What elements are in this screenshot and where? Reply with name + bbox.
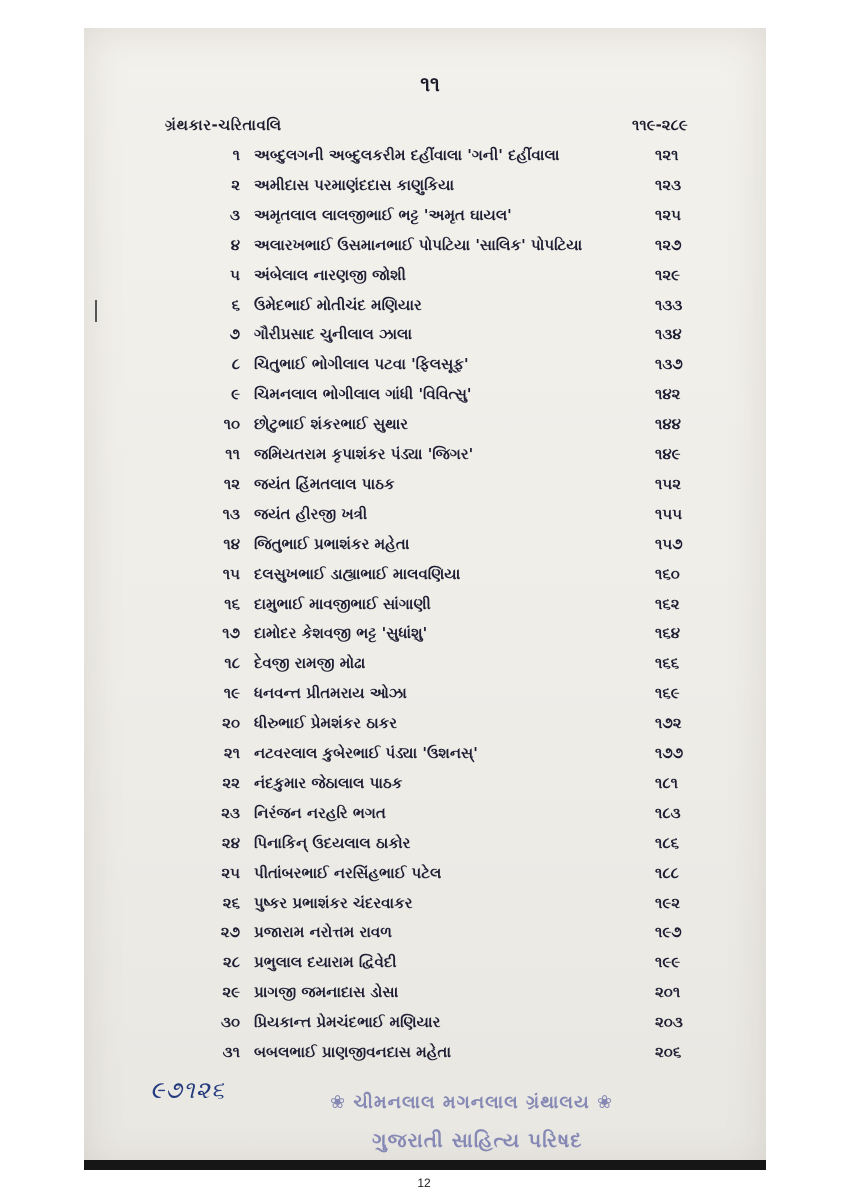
entry-author-name: જમિયતરામ કૃપાશંકર પંડ્યા 'જિગર' [254, 445, 474, 463]
entry-page-number: ૧૫૫ [655, 505, 683, 523]
footer-page-number: 12 [417, 1176, 431, 1190]
entry-page-number: ૧૬૦ [655, 565, 680, 583]
entry-author-name: દેવજી રામજી મોઢા [254, 654, 366, 672]
entry-number: ૩૧ [222, 1043, 240, 1061]
entry-number: ૧૮ [224, 654, 240, 672]
toc-entry [0, 445, 848, 471]
entry-number: ૪ [230, 236, 240, 254]
entry-page-number: ૧૬૬ [655, 654, 680, 672]
entry-author-name: ધીરુભાઈ પ્રેમશંકર ઠાકર [254, 714, 397, 732]
entry-number: ૨૮ [222, 953, 240, 971]
entry-page-number: ૧૩૪ [655, 325, 682, 343]
entry-number: ૧૬ [224, 595, 240, 613]
toc-entry [0, 385, 848, 411]
entry-page-number: ૧૨૩ [655, 176, 682, 194]
entry-number: ૮ [231, 355, 240, 373]
toc-entry [0, 595, 848, 621]
entry-author-name: પ્રજારામ નરોત્તમ રાવળ [254, 923, 392, 941]
toc-entry [0, 953, 848, 979]
entry-author-name: અબ્દુલગની અબ્દુલકરીમ દહીંવાલા 'ગની' દહીંવાલા [254, 146, 560, 164]
entry-page-number: ૧૯૭ [655, 923, 682, 941]
entry-page-number: ૧૫૭ [655, 535, 683, 553]
entry-page-number: ૧૨૭ [655, 236, 682, 254]
entry-author-name: છોટુભાઈ શંકરભાઈ સુથાર [254, 415, 409, 433]
entry-number: ૧૭ [222, 624, 240, 642]
toc-entry [0, 296, 848, 322]
entry-page-number: ૧૪૯ [655, 445, 681, 463]
toc-entry [0, 325, 848, 351]
toc-entry [0, 654, 848, 680]
entry-number: ૧ [232, 146, 240, 164]
entry-number: ૫ [230, 266, 240, 284]
section-title: ગ્રંથકાર-ચરિતાવલિ [165, 116, 282, 134]
toc-entry [0, 565, 848, 591]
entry-number: ૧૪ [223, 535, 240, 553]
entry-number: ૧૧ [225, 445, 240, 463]
toc-entry [0, 236, 848, 262]
entry-page-number: ૧૭૭ [655, 744, 684, 762]
section-page-range: ૧૧૯-૨૮૯ [632, 116, 688, 134]
toc-entry [0, 206, 848, 232]
toc-entry [0, 1013, 848, 1039]
entry-page-number: ૧૪૨ [655, 385, 681, 403]
entry-page-number: ૧૬૯ [655, 684, 680, 702]
entry-page-number: ૧૮૬ [655, 834, 680, 852]
entry-author-name: પીતાંબરભાઈ નરસિંહભાઈ પટેલ [254, 864, 442, 882]
toc-entry [0, 774, 848, 800]
entry-page-number: ૧૮૮ [655, 864, 679, 882]
library-stamp-line1: ❀ ચીમનલાલ મગનલાલ ગ્રંથાલય ❀ [330, 1092, 614, 1113]
toc-entry [0, 355, 848, 381]
entry-author-name: અંબેલાલ નારણજી જોશી [254, 266, 406, 284]
entry-author-name: પ્રાગજી જમનાદાસ ડોસા [254, 983, 399, 1001]
entry-author-name: ગૌરીપ્રસાદ ચુનીલાલ ઝાલા [254, 325, 413, 343]
toc-entry [0, 1043, 848, 1069]
entry-page-number: ૧૮૧ [655, 774, 678, 792]
entry-author-name: જિતુભાઈ પ્રભાશંકર મહેતા [254, 535, 410, 553]
entry-author-name: નટવરલાલ કુબેરભાઈ પંડ્યા 'ઉશનસ્' [254, 744, 478, 762]
entry-number: ૨૫ [221, 864, 240, 882]
entry-author-name: ઉમેદભાઈ મોતીચંદ મણિયાર [254, 296, 422, 314]
entry-page-number: ૧૫૨ [655, 475, 682, 493]
entry-number: ૬ [231, 296, 240, 314]
entry-page-number: ૧૨૯ [655, 266, 681, 284]
toc-entry [0, 415, 848, 441]
entry-author-name: ધનવન્ત પ્રીતમરાય ઓઝા [254, 684, 407, 702]
toc-entry [0, 266, 848, 292]
entry-author-name: પ્રભુલાલ દયારામ દ્વિવેદી [254, 953, 397, 971]
entry-author-name: દલસુખભાઈ ડાહ્યાભાઈ માલવણિયા [254, 565, 461, 583]
entry-author-name: બબલભાઈ પ્રાણજીવનદાસ મહેતા [254, 1043, 452, 1061]
entry-number: ૨૭ [220, 923, 240, 941]
entry-author-name: જયંત હિંમતલાલ પાઠક [254, 475, 395, 493]
toc-entry [0, 624, 848, 650]
entry-author-name: પ્રિયકાન્ત પ્રેમચંદભાઈ મણિયાર [254, 1013, 441, 1031]
toc-entry [0, 505, 848, 531]
entry-author-name: ચિમનલાલ ભોગીલાલ ગાંધી 'વિવિત્સુ' [254, 385, 472, 403]
entry-page-number: ૨૦૬ [655, 1043, 682, 1061]
entry-page-number: ૧૪૪ [655, 415, 681, 433]
entry-author-name: પુષ્કર પ્રભાશંકર ચંદરવાકર [254, 894, 413, 912]
entry-number: ૧૫ [222, 565, 240, 583]
page-number-top: ૧૧ [420, 72, 440, 96]
entry-page-number: ૨૦૧ [655, 983, 681, 1001]
entry-number: ૭ [229, 325, 240, 343]
entry-number: ૧૩ [222, 505, 240, 523]
entry-author-name: અલારખભાઈ ઉસમાનભાઈ પોપટિયા 'સાલિક' પોપટિયા [254, 236, 583, 254]
entry-author-name: દામોદર કેશવજી ભટ્ટ 'સુધાંશુ' [254, 624, 428, 642]
toc-entry [0, 834, 848, 860]
entry-author-name: ચિતુભાઈ ભોગીલાલ પટવા 'ફિલસૂફ' [254, 355, 469, 373]
entry-author-name: અમીદાસ પરમાણંદદાસ કાણુકિયા [254, 176, 455, 194]
entry-page-number: ૧૨૫ [655, 206, 682, 224]
toc-entry [0, 176, 848, 202]
entry-author-name: નિરંજન નરહરિ ભગત [254, 804, 386, 822]
entry-number: ૨૬ [222, 894, 240, 912]
entry-number: ૯ [231, 385, 240, 403]
entry-page-number: ૧૬૨ [655, 595, 680, 613]
entry-number: ૨૦ [222, 714, 240, 732]
entry-page-number: ૧૩૭ [655, 355, 683, 373]
entry-number: ૨૯ [222, 983, 240, 1001]
entry-number: ૩૦ [220, 1013, 240, 1031]
entry-author-name: નંદકુમાર જેઠાલાલ પાઠક [254, 774, 403, 792]
entry-number: ૧૦ [223, 415, 240, 433]
toc-entry [0, 535, 848, 561]
entry-page-number: ૧૮૩ [655, 804, 681, 822]
entry-number: ૨૨ [222, 774, 240, 792]
entry-page-number: ૧૨૧ [655, 146, 679, 164]
entry-author-name: દામુભાઈ માવજીભાઈ સાંગાણી [254, 595, 431, 613]
entry-author-name: જયંત હીરજી ખત્રી [254, 505, 368, 523]
entry-number: ૧૨ [223, 475, 240, 493]
toc-entry [0, 714, 848, 740]
entry-number: ૨ [231, 176, 240, 194]
entry-number: ૧૯ [223, 684, 240, 702]
entry-page-number: ૨૦૩ [655, 1013, 683, 1031]
toc-entry [0, 804, 848, 830]
entry-number: ૨૪ [221, 834, 240, 852]
toc-entry [0, 744, 848, 770]
entry-page-number: ૧૯૯ [655, 953, 681, 971]
toc-entry [0, 923, 848, 949]
library-stamp-line2: ગુજરાતી સાહિત્ય પરિષદ [372, 1128, 583, 1152]
entry-number: ૩ [230, 206, 240, 224]
entry-page-number: ૧૭૨ [655, 714, 682, 732]
handwritten-accession-number: ૯૭૧૨૬ [150, 1076, 226, 1104]
entry-page-number: ૧૬૪ [655, 624, 681, 642]
entry-author-name: પિનાકિન્ ઉદયલાલ ઠાકોર [254, 834, 411, 852]
toc-entry [0, 146, 848, 172]
toc-entry [0, 983, 848, 1009]
entry-number: ૨૧ [223, 744, 240, 762]
entry-page-number: ૧૩૩ [655, 296, 683, 314]
toc-entry [0, 684, 848, 710]
entry-number: ૨૩ [221, 804, 240, 822]
toc-entry [0, 894, 848, 920]
entry-author-name: અમૃતલાલ લાલજીભાઈ ભટ્ટ 'અમૃત ઘાયલ' [254, 206, 512, 224]
entry-page-number: ૧૯૨ [655, 894, 681, 912]
toc-entry [0, 475, 848, 501]
toc-entry [0, 864, 848, 890]
